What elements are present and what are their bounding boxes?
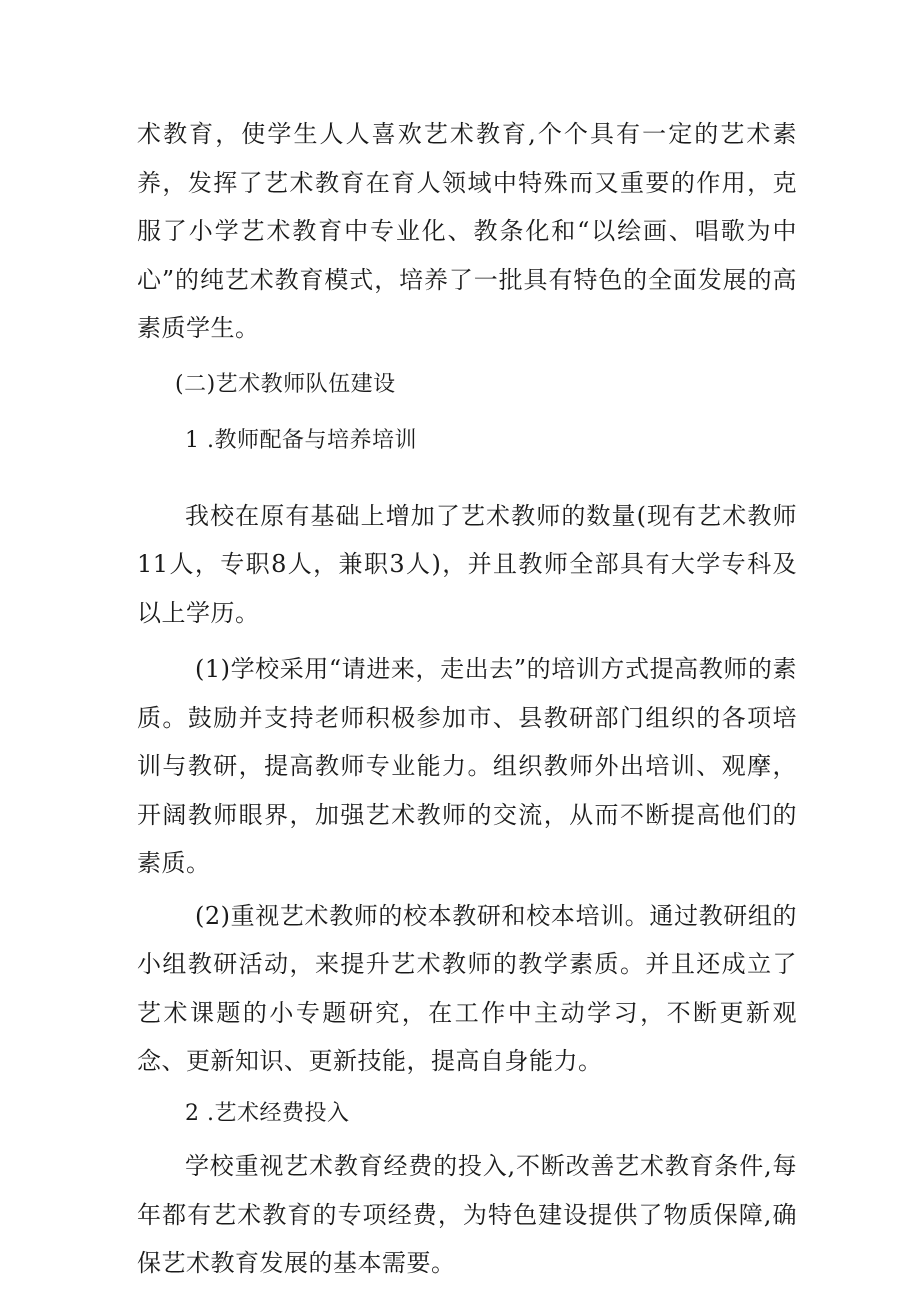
paragraph-item-2: (2)重视艺术教师的校本教研和校本培训。通过教研组的小组教研活动，来提升艺术教师的教学素质。并且还成立了艺术课题的小专题研究，在工作中主动学习，不断更新观念、更新知识、更新技能，提高自身能力。 — [137, 901, 797, 1075]
document-body — [137, 110, 797, 1288]
sub-heading-teacher-training: 1 .教师配备与培养培训 — [185, 428, 417, 453]
paragraph-intro: 术教育，使学生人人喜欢艺术教育,个个具有一定的艺术素养，发挥了艺术教育在育人领域中特殊而又重要的作用，克服了小学艺术教育中专业化、教条化和“以绘画、唱歌为中心”的纯艺术教育模式，培养了一批具有特色的全面发展的高素质学生。 — [137, 120, 797, 342]
sub-heading-funding: 2 .艺术经费投入 — [185, 1100, 350, 1126]
section-heading: (二)艺术教师队伍建设 — [175, 371, 396, 397]
paragraph-teacher-count: 我校在原有基础上增加了艺术教师的数量(现有艺术教师11人，专职8人，兼职3人)，并且教师全部具有大学专科及以上学历。 — [137, 501, 797, 627]
paragraph-funding: 学校重视艺术教育经费的投入,不断改善艺术教育条件,每年都有艺术教育的专项经费，为特色建设提供了物质保障,确保艺术教育发展的基本需要。 — [137, 1152, 797, 1277]
paragraph-item-1: (1)学校采用“请进来，走出去”的培训方式提高教师的素质。鼓励并支持老师积极参加市、县教研部门组织的各项培训与教研，提高教师专业能力。组织教师外出培训、观摩，开阔教师眼界，加强艺术教师的交流，从而不断提高他们的素质。 — [137, 655, 797, 877]
